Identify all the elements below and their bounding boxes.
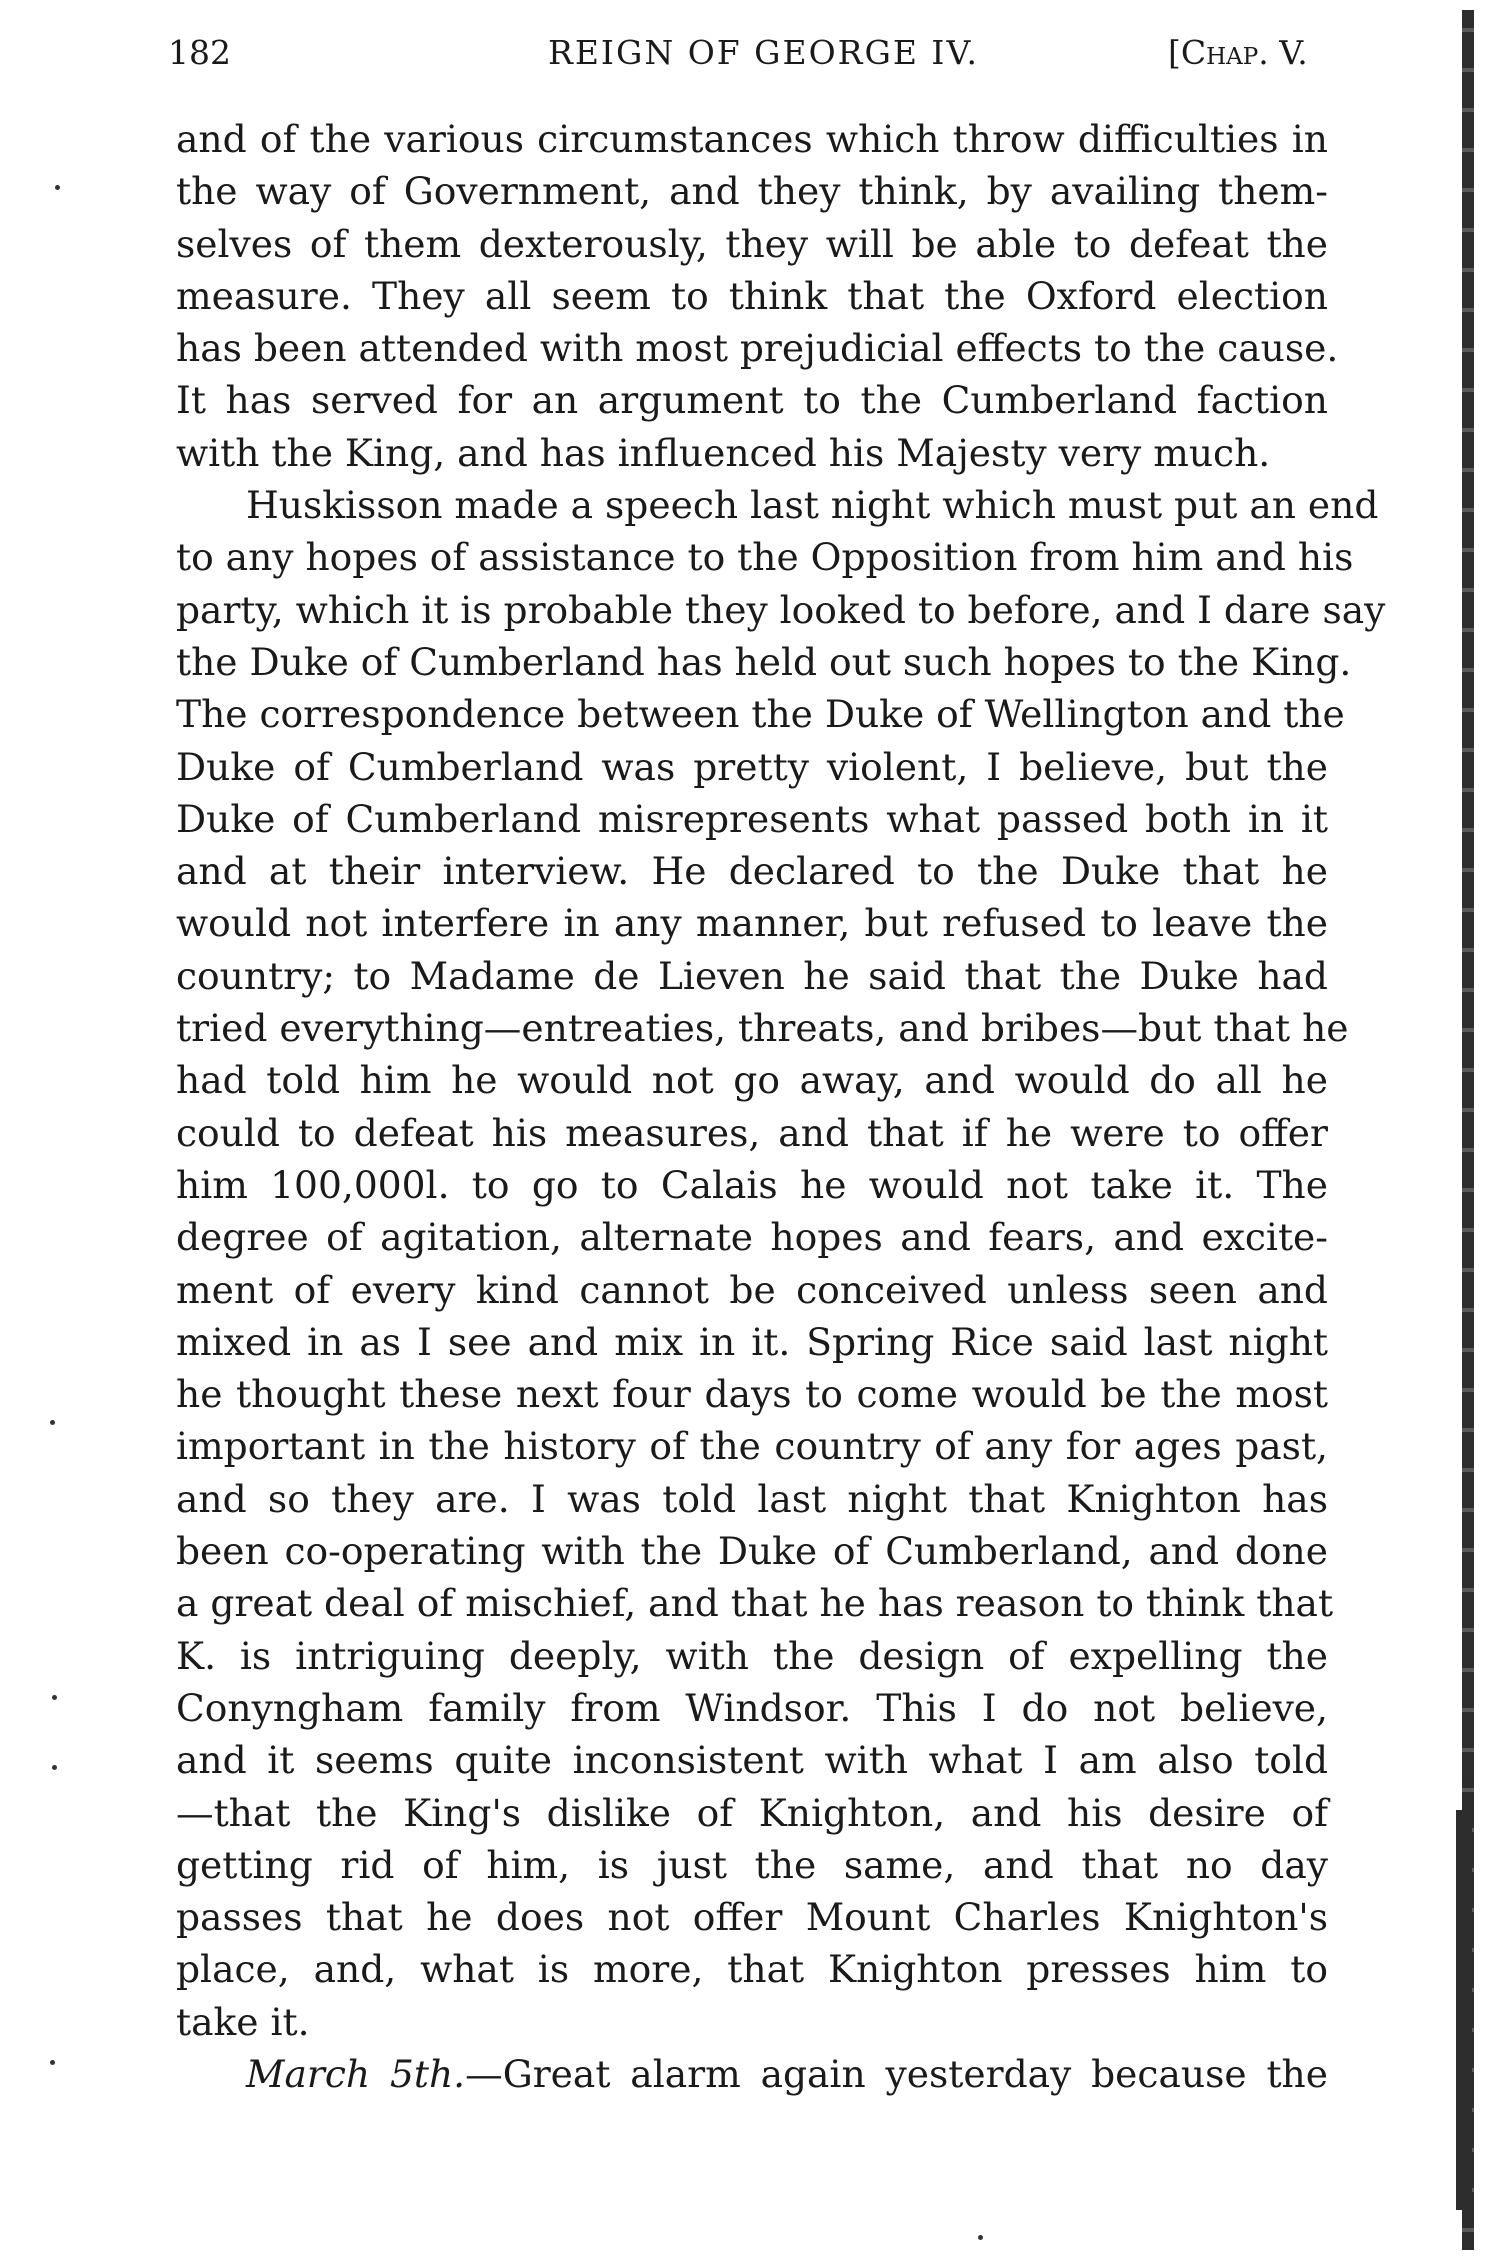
scan-speck (52, 1695, 57, 1700)
diary-entry-line (176, 2048, 1328, 2100)
running-title: REIGN OF GEORGE IV. (548, 33, 980, 72)
text-line: getting rid of him, is just the same, and that no day (176, 1842, 1328, 1887)
scan-speck (50, 1420, 55, 1425)
text-line: party, which it is probable they looked to before, and I dare say (176, 587, 1386, 632)
text-line: take it. (176, 1999, 310, 2044)
text-line: he thought these next four days to come would be the most (176, 1372, 1328, 1417)
text-line: place, and, what is more, that Knighton presses him to (176, 1947, 1328, 1992)
text-line: Duke of Cumberland was pretty violent, I believe, but the (176, 744, 1328, 789)
text-line: would not interfere in any manner, but refused to leave the (176, 901, 1328, 946)
scan-speck (50, 2060, 55, 2065)
text-line: Conyngham family from Windsor. This I do not believe, (176, 1685, 1328, 1730)
text-line: the Duke of Cumberland has held out such hopes to the King. (176, 639, 1352, 684)
text-line: had told him he would not go away, and would do all he (176, 1058, 1328, 1103)
entry-text: —Great alarm again yesterday because the (465, 2051, 1328, 2096)
text-line: degree of agitation, alternate hopes and fears, and excite- (176, 1215, 1328, 1260)
text-line: ment of every kind cannot be conceived unless seen and (176, 1267, 1328, 1312)
text-line: The correspondence between the Duke of Wellington and the (176, 692, 1345, 737)
text-line: him 100,000l. to go to Calais he would not take it. The (176, 1162, 1328, 1207)
page-edge-shadow (1462, 10, 1474, 2250)
text-line: could to defeat his measures, and that if he were to offer (176, 1110, 1328, 1155)
text-line: and so they are. I was told last night that Knighton has (176, 1476, 1328, 1521)
text-line: country; to Madame de Lieven he said that the Duke had (176, 953, 1328, 998)
text-line: Huskisson made a speech last night which must put an end (246, 483, 1379, 528)
body-text (176, 113, 1386, 2100)
text-line: the way of Government, and they think, by availing them- (176, 169, 1328, 214)
text-line: passes that he does not offer Mount Charles Knighton's (176, 1895, 1328, 1940)
page-number: 182 (168, 33, 231, 72)
text-line: measure. They all seem to think that the Oxford election (176, 273, 1328, 318)
text-line: has been attended with most prejudicial effects to the cause. (176, 326, 1339, 371)
text-line: It has served for an argument to the Cumberland faction (176, 378, 1328, 423)
text-line: important in the history of the country of any for ages past, (176, 1424, 1328, 1469)
text-line: tried everything—entreaties, threats, and bribes—but that he (176, 1006, 1349, 1051)
scan-speck (52, 1765, 57, 1770)
text-line: and of the various circumstances which throw difficulties in (176, 117, 1328, 161)
text-line: mixed in as I see and mix in it. Spring Rice said last night (176, 1319, 1328, 1364)
text-line: and it seems quite inconsistent with what I am also told (176, 1738, 1328, 1783)
chapter-marker: [Chap. V. (1168, 33, 1308, 72)
text-line: a great deal of mischief, and that he has reason to think that (176, 1581, 1334, 1626)
text-line: been co-operating with the Duke of Cumberland, and done (176, 1529, 1328, 1574)
running-head (168, 28, 1368, 78)
text-line: Duke of Cumberland misrepresents what passed both in it (176, 796, 1328, 841)
text-line: —that the King's dislike of Knighton, and his desire of (176, 1790, 1328, 1835)
scan-speck (55, 185, 60, 190)
text-line: selves of them dexterously, they will be able to defeat the (176, 221, 1328, 266)
entry-date: March 5th. (246, 2051, 466, 2096)
text-line: with the King, and has influenced his Majesty very much. (176, 430, 1271, 475)
text-line: K. is intriguing deeply, with the design of expelling the (176, 1633, 1328, 1678)
text-line: to any hopes of assistance to the Opposition from him and his (176, 535, 1354, 580)
scan-speck (978, 2235, 983, 2240)
text-line: and at their interview. He declared to the Duke that he (176, 849, 1328, 894)
